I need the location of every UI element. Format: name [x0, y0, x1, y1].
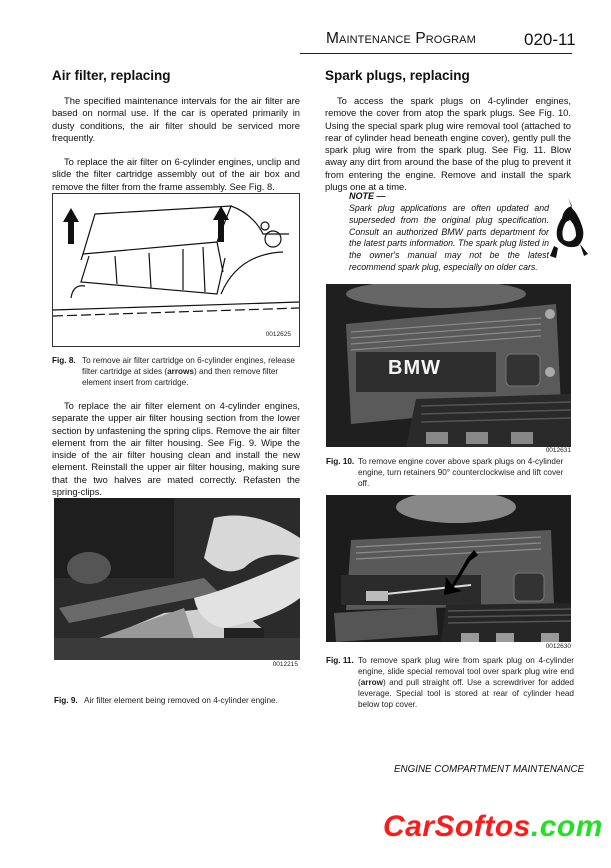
air-filter-4cyl-paragraph — [52, 400, 300, 510]
figure-10-caption — [326, 456, 574, 489]
watermark-tld: .com — [530, 810, 603, 843]
figure-label: Fig. 8. — [52, 356, 76, 365]
figure-11-photo — [326, 495, 571, 642]
paragraph: To replace the air filter element on 4-cylinder engines, separate the upper air filter housing section from the lower section by unfastening the spring clips. Remove the air filter element from the air filter housing. See Fig. 9. Wipe the inside of the air filter housing clean and install the new element. Reinstall the upper air filter housing, making sure that the two halves are mated correctly. Refasten the spring-clips. — [52, 400, 300, 498]
caption-text: Air filter element being removed on 4-cylinder engine. — [84, 696, 278, 705]
figure-id: 0012631 — [545, 447, 571, 454]
caption-text: To remove air filter cartridge on 6-cylinder engines, release filter cartridge at sides ( — [82, 356, 295, 376]
header-rule — [300, 53, 572, 54]
paragraph: To replace the air filter on 6-cylinder engines, unclip and slide the filter cartridge assembly out of the air box and remove the filter from the frame assembly. See Fig. 8. — [52, 156, 300, 192]
air-filter-removal-photo — [54, 498, 300, 660]
paragraph: To access the spark plugs on 4-cylinder engines, remove the cover from atop the spark plugs. See Fig. 10. Using the special spark plug wire removal tool (attached to rear of cylinder head beneath engine cover), gently pull the spark plug wire from the spark plug. See Fig. 11. Blow away any dirt from around the base of the plug to prevent it from entering the engine. Remove and install the spark plugs one at a time. — [325, 95, 571, 193]
figure-11-caption — [326, 655, 574, 710]
caption-text: To remove engine cover above spark plugs on 4-cylinder engine, turn retainers 90° counterclockwise and lift cover off. — [358, 457, 564, 488]
left-column — [52, 68, 300, 205]
section-heading-air-filter: Air filter, replacing — [52, 68, 171, 83]
figure-9-photo — [54, 498, 300, 660]
caption-bold: arrow — [360, 678, 384, 687]
air-filter-intro — [52, 95, 300, 193]
spark-plugs-intro — [325, 95, 571, 193]
page-number: 020-11 — [524, 30, 576, 49]
right-column — [325, 68, 571, 205]
running-header-title: Maintenance Program — [326, 30, 476, 47]
figure-8-caption — [52, 355, 298, 388]
figure-id: 0012215 — [272, 661, 298, 668]
penguin-mascot-icon — [548, 196, 590, 260]
figure-label: Fig. 11. — [326, 656, 354, 665]
footer-section-title: ENGINE COMPARTMENT MAINTENANCE — [394, 764, 585, 775]
figure-id: 0012625 — [265, 331, 291, 338]
watermark — [383, 810, 603, 844]
arrow-up-icon — [63, 208, 79, 244]
figure-id: 0012630 — [545, 643, 571, 650]
caption-bold: arrows — [167, 367, 194, 376]
caption-text: ) and pull straight off. Use a screwdriver for added leverage. Special tool is stored at rear of cylinder head below top cover. — [358, 678, 574, 709]
paragraph: The specified maintenance intervals for the air filter are based on normal use. If the car is operated primarily in dusty conditions, the air filter should be serviced more frequently. — [52, 95, 300, 143]
figure-label: Fig. 10. — [326, 457, 355, 466]
watermark-brand: CarSoftos — [383, 810, 531, 843]
engine-cover-photo — [326, 284, 571, 447]
figure-8 — [52, 193, 300, 347]
figure-9-caption — [54, 695, 300, 706]
spark-plug-wire-photo — [326, 495, 571, 642]
figure-10-photo — [326, 284, 571, 447]
bmw-logo-text: BMW — [388, 357, 441, 379]
figure-label: Fig. 9. — [54, 696, 78, 705]
note-body: Spark plug applications are often updated and superseded from the original plug specification. Consult an authorized BMW parts department for the latest parts information. The spark plug listed in the owner's manual may not be the latest recommend spark plug, especially on older cars. — [349, 203, 549, 272]
section-heading-spark-plugs: Spark plugs, replacing — [325, 68, 470, 83]
caption-text: To remove spark plug wire from spark plug on 4-cylinder engine, slide special removal tool over spark plug wire end ( — [358, 656, 574, 687]
caption-text: ) and then remove filter element insert from cartridge. — [82, 367, 279, 387]
air-filter-cartridge-drawing — [53, 194, 299, 346]
note-heading: NOTE — — [349, 191, 386, 201]
note-box — [349, 191, 549, 274]
